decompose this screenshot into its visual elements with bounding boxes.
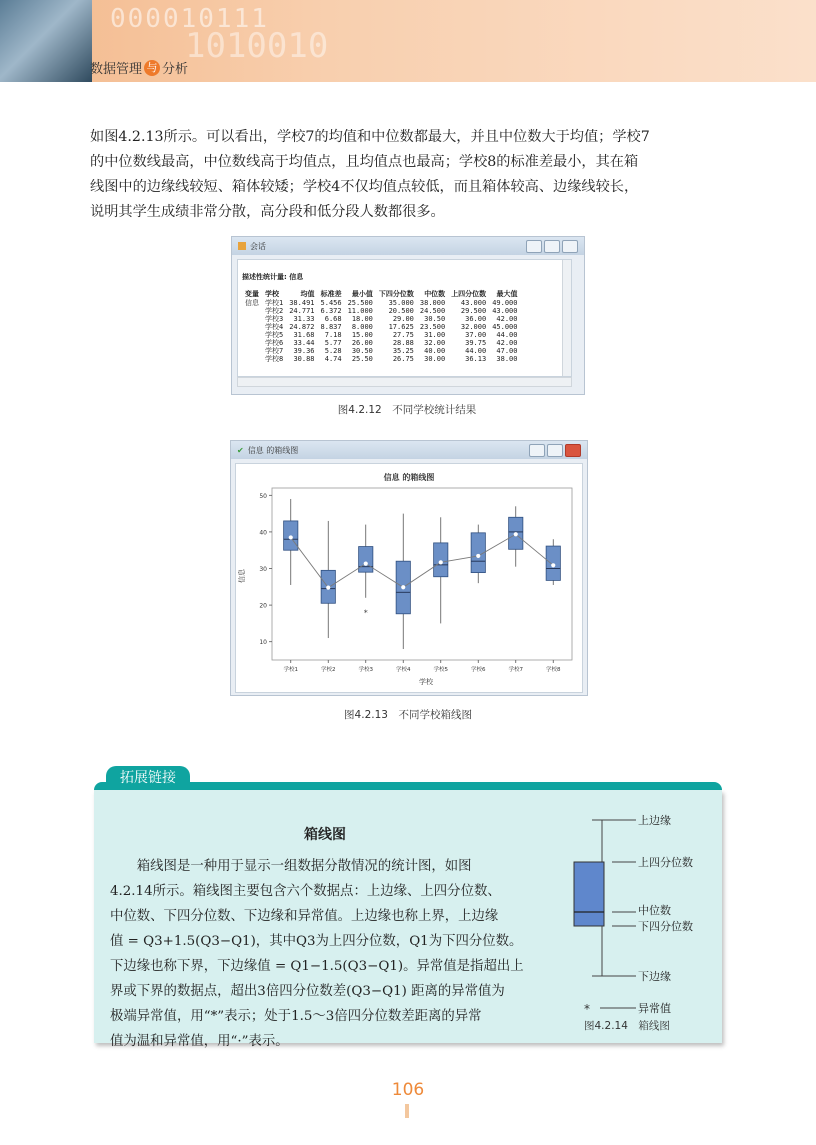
stats-window-title: 会话 — [250, 241, 266, 251]
x-tick-label: 学校6 — [471, 667, 486, 673]
y-tick-label: 10 — [259, 639, 267, 647]
header-cell: 下四分位数 — [378, 290, 414, 298]
value-cell: 31.33 — [293, 315, 315, 323]
value-cell: 47.00 — [496, 347, 518, 355]
figure-caption-2: 图4.2.13 不同学校箱线图 — [344, 709, 472, 721]
box — [434, 543, 448, 577]
variable-cell — [242, 355, 262, 363]
school-cell: 学校8 — [265, 355, 284, 363]
close-button[interactable] — [565, 444, 581, 457]
value-cell: 31.00 — [424, 331, 446, 339]
header-photo — [0, 0, 92, 82]
school-cell: 学校5 — [265, 331, 284, 339]
variable-cell — [242, 307, 262, 315]
variable-cell — [242, 331, 262, 339]
chart-title: 信息 的箱线图 — [383, 473, 435, 482]
mean-point — [552, 564, 555, 567]
value-cell: 44.00 — [465, 347, 487, 355]
extension-line: 值为温和异常值，用“·”表示。 — [110, 1034, 289, 1049]
outlier-star: * — [584, 1002, 590, 1016]
value-cell: 27.75 — [392, 331, 414, 339]
value-cell: 30.00 — [424, 355, 446, 363]
label-outlier: 异常值 — [638, 1002, 671, 1015]
stats-row — [242, 331, 520, 339]
stats-section-title: 描述性统计量: 信息 — [242, 273, 304, 281]
mean-point — [364, 562, 367, 565]
value-cell: 38.00 — [496, 355, 518, 363]
stats-row — [242, 355, 520, 363]
value-cell: 5.77 — [324, 339, 342, 347]
stats-table — [242, 290, 520, 363]
label-upper-edge: 上边缘 — [638, 814, 671, 827]
x-tick-label: 学校1 — [283, 667, 298, 673]
school-cell: 学校3 — [265, 315, 284, 323]
stats-row — [242, 307, 520, 315]
boxplot-diagram — [564, 800, 734, 1040]
y-tick-label: 20 — [259, 602, 267, 610]
value-cell: 23.500 — [419, 323, 446, 331]
value-cell: 37.00 — [465, 331, 487, 339]
stats-window — [231, 236, 585, 395]
label-lower-edge: 下边缘 — [638, 970, 671, 983]
school-cell: 学校2 — [265, 307, 284, 315]
label-q3: 上四分位数 — [638, 856, 693, 869]
page-number: 106 — [391, 1080, 425, 1100]
value-cell: 31.68 — [293, 331, 315, 339]
value-cell: 35.000 — [388, 299, 414, 307]
label-q1: 下四分位数 — [638, 920, 693, 933]
school-cell: 学校6 — [265, 339, 284, 347]
value-cell: 24.500 — [419, 307, 446, 315]
value-cell: 5.456 — [320, 299, 342, 307]
mean-point — [439, 561, 442, 564]
x-tick-label: 学校8 — [546, 667, 561, 673]
boxplot-chart — [235, 463, 583, 693]
value-cell: 44.00 — [496, 331, 518, 339]
diagram-box — [574, 862, 604, 926]
scrollbar-vertical[interactable] — [562, 260, 571, 376]
x-axis-label: 学校 — [419, 678, 433, 686]
x-tick-label: 学校7 — [508, 667, 523, 673]
intro-paragraph — [90, 125, 724, 225]
value-cell: 43.000 — [492, 307, 518, 315]
extension-line: 4.2.14所示。箱线图主要包含六个数据点：上边缘、上四分位数、 — [110, 884, 501, 899]
variable-cell — [242, 323, 262, 331]
value-cell: 11.000 — [347, 307, 373, 315]
header-cell: 上四分位数 — [451, 290, 487, 298]
extension-text — [110, 854, 535, 1054]
figure-caption-1: 图4.2.12 不同学校统计结果 — [337, 404, 477, 416]
header-cell: 中位数 — [424, 290, 446, 298]
header-cell: 最小值 — [351, 290, 373, 298]
school-cell: 学校1 — [265, 299, 284, 307]
mean-point — [514, 533, 517, 536]
value-cell: 30.88 — [293, 355, 315, 363]
value-cell: 18.00 — [351, 315, 373, 323]
stats-body — [242, 299, 520, 363]
value-cell: 35.25 — [392, 347, 414, 355]
stats-window-titlebar — [232, 237, 584, 255]
value-cell: 6.68 — [324, 315, 342, 323]
x-tick-label: 学校5 — [433, 667, 448, 673]
label-median: 中位数 — [638, 904, 671, 917]
extension-box — [94, 766, 722, 1049]
y-tick-label: 30 — [259, 566, 267, 574]
x-tick-label: 学校4 — [396, 667, 411, 673]
header-cell: 最大值 — [496, 290, 518, 298]
value-cell: 29.00 — [392, 315, 414, 323]
extension-tab: 拓展链接 — [106, 766, 190, 790]
value-cell: 32.000 — [460, 323, 487, 331]
y-axis-label: 信息 — [238, 569, 246, 583]
value-cell: 38.491 — [289, 299, 315, 307]
value-cell: 39.75 — [465, 339, 487, 347]
value-cell: 8.000 — [351, 323, 373, 331]
variable-cell: 信息 — [245, 299, 259, 307]
stats-header-row — [242, 290, 520, 299]
paragraph-line: 如图4.2.13所示。可以看出，学校7的均值和中位数都最大，并且中位数大于均值；学校7 — [90, 129, 650, 145]
value-cell: 32.00 — [424, 339, 446, 347]
value-cell: 26.00 — [351, 339, 373, 347]
mean-point — [402, 586, 405, 589]
value-cell: 25.50 — [351, 355, 373, 363]
variable-cell — [242, 339, 262, 347]
close-button[interactable] — [562, 240, 578, 253]
mean-point — [289, 536, 292, 539]
value-cell: 7.18 — [324, 331, 342, 339]
value-cell: 26.75 — [392, 355, 414, 363]
value-cell: 42.00 — [496, 339, 518, 347]
extension-line: 界或下界的数据点，超出3倍四分位数差(Q3−Q1) 距离的异常值为 — [110, 984, 505, 999]
stats-row — [242, 323, 520, 331]
value-cell: 29.500 — [460, 307, 487, 315]
header-cell: 学校 — [265, 290, 279, 298]
school-cell: 学校7 — [265, 347, 284, 355]
extension-line: 值 = Q3+1.5(Q3−Q1)，其中Q3为上四分位数，Q1为下四分位数。 — [110, 934, 523, 949]
value-cell: 40.00 — [424, 347, 446, 355]
extension-panel — [94, 790, 722, 1049]
stats-row — [242, 347, 520, 355]
page-header — [0, 0, 816, 82]
value-cell: 38.000 — [419, 299, 446, 307]
value-cell: 17.625 — [388, 323, 414, 331]
value-cell: 39.36 — [293, 347, 315, 355]
value-cell: 20.500 — [388, 307, 414, 315]
extension-line: 下边缘也称下界，下边缘值 = Q1−1.5(Q3−Q1)。异常值是指超出上 — [110, 959, 524, 974]
header-digits: 000010111 — [110, 4, 269, 34]
chapter-suffix: 分析 — [162, 62, 189, 77]
stats-row — [242, 339, 520, 347]
boxplot-window-title: 信息 的箱线图 — [247, 445, 299, 455]
paragraph-line: 说明其学生成绩非常分散，高分段和低分段人数都很多。 — [90, 204, 445, 220]
paragraph-line: 的中位数线最高，中位数线高于均值点，且均值点也最高；学校8的标准差最小，其在箱 — [90, 154, 639, 170]
value-cell: 5.28 — [324, 347, 342, 355]
header-cell: 标准差 — [320, 290, 342, 298]
value-cell: 24.872 — [289, 323, 315, 331]
figure-caption-3: 图4.2.14 箱线图 — [584, 1020, 670, 1032]
checkmark-icon: ✔ — [237, 445, 244, 455]
value-cell: 43.000 — [460, 299, 487, 307]
value-cell: 28.88 — [392, 339, 414, 347]
y-tick-label: 50 — [259, 492, 267, 500]
maximize-button[interactable] — [544, 240, 560, 253]
school-cell: 学校4 — [265, 323, 284, 331]
plot-area — [272, 488, 572, 660]
box — [359, 547, 373, 573]
value-cell: 49.000 — [492, 299, 518, 307]
outlier-point: * — [363, 608, 368, 618]
boxplot-window — [230, 440, 588, 696]
minimize-button[interactable] — [526, 240, 542, 253]
extension-title: 箱线图 — [304, 827, 346, 843]
chapter-connector: 与 — [144, 60, 160, 76]
mean-point — [327, 586, 330, 589]
maximize-button[interactable] — [547, 444, 563, 457]
boxplot-window-titlebar — [231, 441, 587, 459]
value-cell: 4.74 — [324, 355, 342, 363]
header-digits-big: 1010010 — [185, 26, 329, 66]
extension-line: 极端异常值，用“*”表示；处于1.5～3倍四分位数差距离的异常 — [110, 1009, 482, 1024]
value-cell: 45.000 — [492, 323, 518, 331]
value-cell: 33.44 — [293, 339, 315, 347]
scrollbar-horizontal[interactable] — [237, 377, 572, 387]
value-cell: 24.771 — [289, 307, 315, 315]
minimize-button[interactable] — [529, 444, 545, 457]
value-cell: 36.13 — [465, 355, 487, 363]
value-cell: 15.00 — [351, 331, 373, 339]
header-cell: 变量 — [245, 290, 259, 298]
header-cell: 均值 — [300, 290, 315, 298]
value-cell: 42.00 — [496, 315, 518, 323]
extension-line: 中位数、下四分位数、下边缘和异常值。上边缘也称上界，上边缘 — [110, 909, 499, 924]
stats-row — [242, 299, 520, 307]
value-cell: 30.50 — [351, 347, 373, 355]
stats-row — [242, 315, 520, 323]
window-icon — [238, 242, 246, 250]
variable-cell — [242, 347, 262, 355]
extension-line: 箱线图是一种用于显示一组数据分散情况的统计图，如图 — [110, 859, 472, 874]
variable-cell — [242, 315, 262, 323]
paragraph-line: 线图中的边缘线较短、箱体较矮；学校4不仅均值点较低，而且箱体较高、边缘线较长， — [90, 179, 639, 195]
chapter-title — [90, 58, 188, 77]
y-tick-label: 40 — [259, 529, 267, 537]
page-tick — [405, 1104, 409, 1118]
chapter-prefix: 数据管理 — [90, 62, 143, 77]
value-cell: 6.372 — [320, 307, 342, 315]
x-tick-label: 学校2 — [321, 667, 336, 673]
value-cell: 30.50 — [424, 315, 446, 323]
value-cell: 25.500 — [347, 299, 373, 307]
session-output — [237, 259, 572, 377]
x-tick-label: 学校3 — [358, 667, 373, 673]
mean-point — [477, 554, 480, 557]
value-cell: 36.00 — [465, 315, 487, 323]
value-cell: 8.837 — [320, 323, 342, 331]
